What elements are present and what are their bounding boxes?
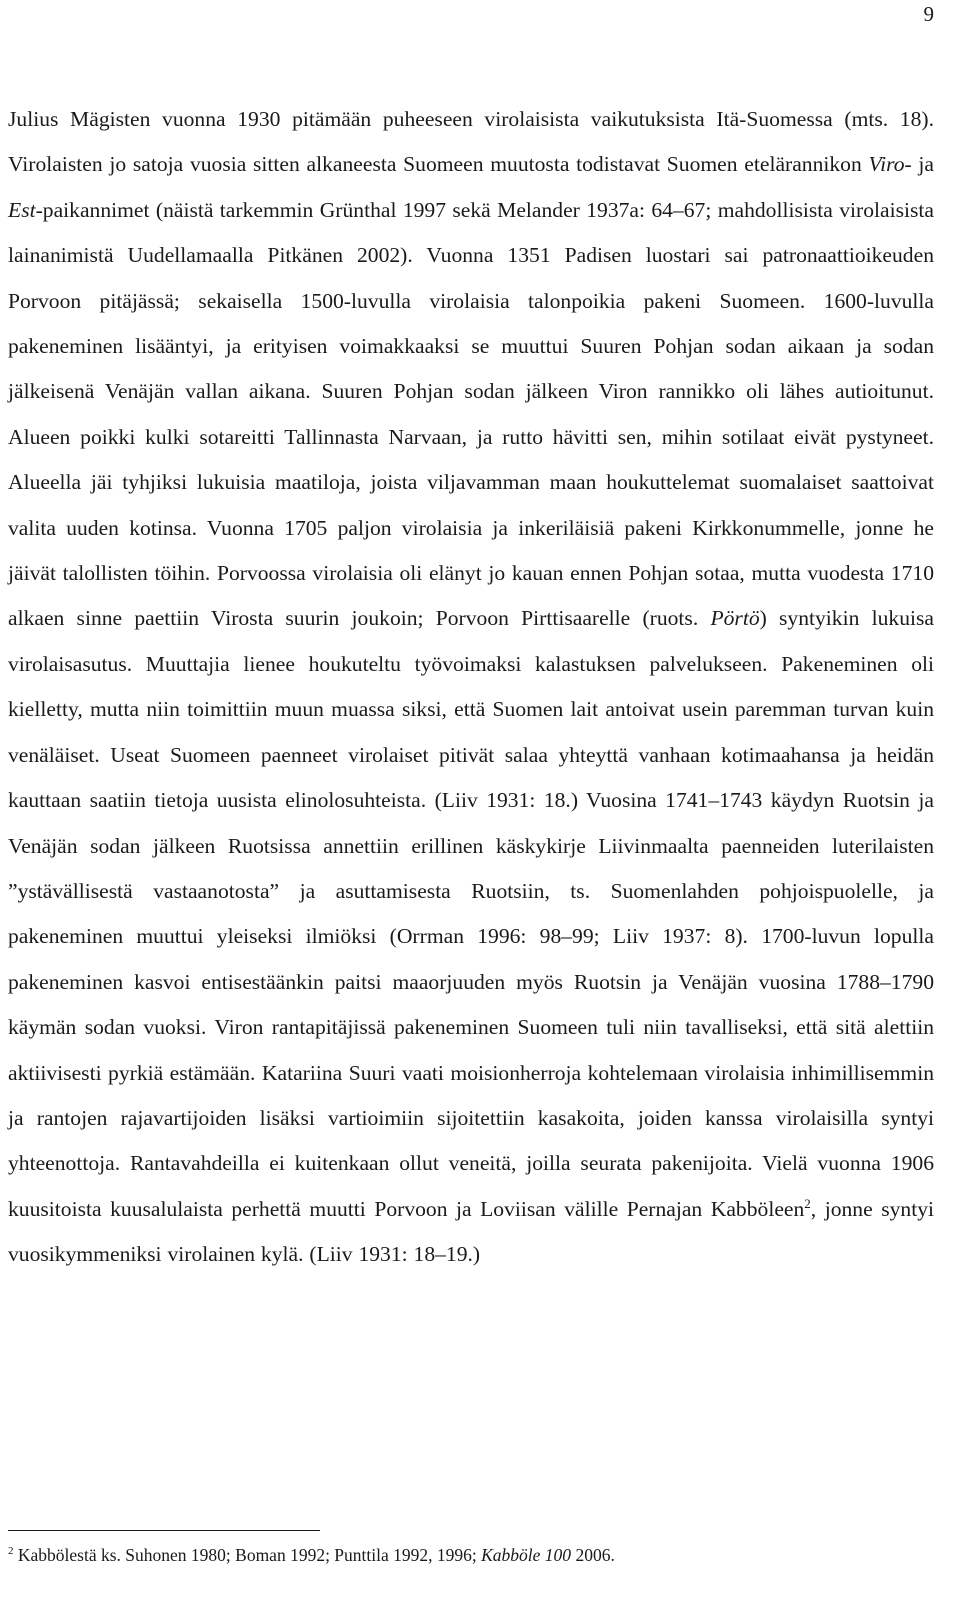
emphasis-est: Est (8, 197, 36, 222)
footnote-text: Kabbölestä ks. Suhonen 1980; Boman 1992; Punttila 1992, 1996; (13, 1545, 482, 1565)
footnote-marker: 2 (8, 1545, 14, 1558)
text-run: ) syntyikin lukuisa virolaisasutus. Muuttajia lienee houkuteltu työvoimaksi kalastuksen palvelukseen. Pakeneminen oli kielletty, mutta niin toimittiin muun muassa siksi, että Suomen lait antoivat usein paremman turvan kuin venäläiset. Useat Suomeen paenneet virolaiset pitivät salaa yhteyttä vanhaan kotimaahansa ja heidän kauttaan saatiin tietoja uusista elinolosuhteista. (Liiv 1931: 18.) Vuosina 1741–1743 käydyn Ruotsin ja Venäjän sodan jälkeen Ruotsissa annettiin erillinen käskykirje Liivinmaalta paenneiden luterilaisten ”ystävällisestä vastaanotosta” ja asuttamisesta Ruotsiin, ts. Suomenlahden pohjoispuolelle, ja pakeneminen muuttui yleiseksi ilmiöksi (Orrman 1996: 98–99; Liiv 1937: 8). 1700-luvun lopulla pakeneminen kasvoi entisestäänkin paitsi maaorjuuden myös Ruotsin ja Venäjän vuosina 1788–1790 käymän sodan vuoksi. Viron rantapitäjissä pakeneminen Suomeen tuli niin tavalliseksi, että sitä alettiin aktiivisesti pyrkiä estämään. Katariina Suuri vaati moisionherroja kohtelemaan virolaisia inhimillisemmin ja rantojen rajavartijoiden lisäksi vartioimiin sijoitettiin kasakoita, joiden kanssa virolaisilla syntyi yhteenottoja. Rantavahdeilla ei kuitenkaan ollut veneitä, joilla seurata pakenijoita. Vielä vuonna 1906 kuusitoista kuusalulaista perhettä muutti Porvoon ja Loviisan välille Pernajan Kabböleen (8, 606, 934, 1221)
footnote-separator (8, 1530, 320, 1531)
footnote-text-tail: 2006. (571, 1545, 615, 1565)
text-run: - ja (904, 152, 934, 177)
page-number: 9 (923, 2, 934, 26)
footnote-source-title: Kabböle 100 (481, 1545, 572, 1565)
footnote (8, 1542, 934, 1568)
text-run: -paikannimet (näistä tarkemmin Grünthal 1997 sekä Melander 1937a: 64–67; mahdollisista virolaisista lainanimistä Uudellamaalla Pitkänen 2002). Vuonna 1351 Padisen luostari sai patronaattioikeuden Porvoon pitäjässä; sekaisella 1500-luvulla virolaisia talonpoikia pakeni Suomeen. 1600-luvulla pakeneminen lisääntyi, ja erityisen voimakkaaksi se muuttui Suuren Pohjan sodan aikaan ja sodan jälkeisenä Venäjän vallan aikana. Suuren Pohjan sodan jälkeen Viron rannikko oli lähes autioitunut. Alueen poikki kulki sotareitti Tallinnasta Narvaan, ja rutto hävitti sen, mihin sotilaat eivät pystyneet. Alueella jäi tyhjiksi lukuisia maatiloja, joista viljavamman maan houkuttelemat suomalaiset saattoivat valita uuden kotinsa. Vuonna 1705 paljon virolaisia ja inkeriläisiä pakeni Kirkkonummelle, jonne he jäivät talollisten töihin. Porvoossa virolaisia oli elänyt jo kauan ennen Pohjan sotaa, mutta vuodesta 1710 alkaen sinne paettiin Virosta suurin joukoin; Porvoon Pirttisaarelle (ruots. (8, 197, 934, 631)
text-run: , jonne syntyi vuosikymmeniksi virolainen kylä. (Liiv 1931: 18–19.) (8, 1196, 934, 1267)
emphasis-viro: Viro (868, 152, 905, 177)
footnote-reference[interactable]: 2 (804, 1195, 811, 1211)
text-run: Julius Mägisten vuonna 1930 pitämään puheeseen virolaisista vaikutuksista Itä-Suomessa (mts. 18). Virolaisten jo satoja vuosia sitten alkaneesta Suomeen muutosta todistavat Suomen etelärannikon (8, 107, 934, 177)
body-paragraph (8, 97, 934, 1278)
emphasis-portto: Pörtö (710, 606, 760, 631)
